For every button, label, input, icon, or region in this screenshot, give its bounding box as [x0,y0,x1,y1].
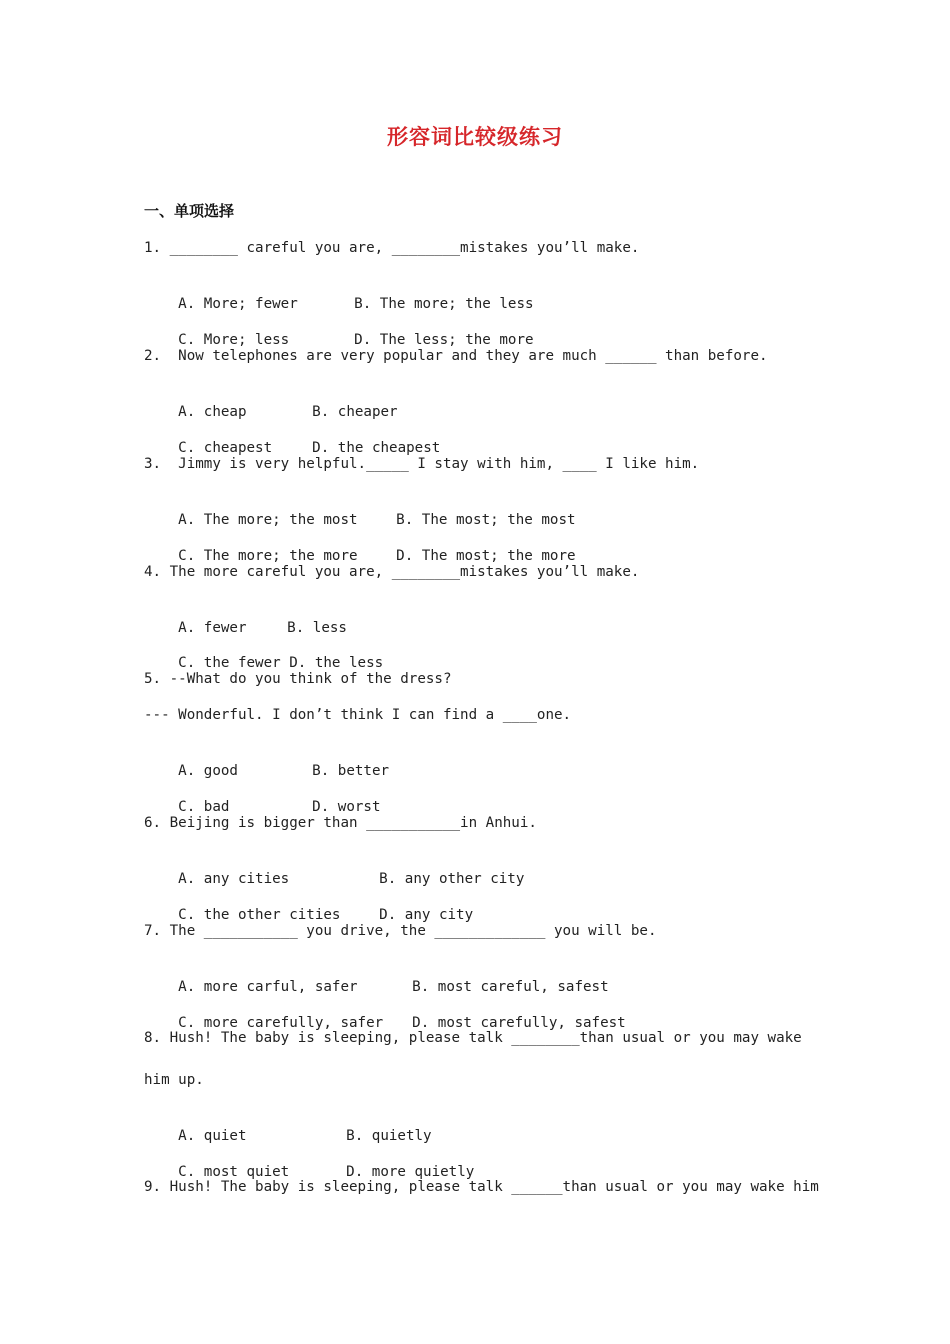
option-a: A. quiet [178,1128,247,1144]
option-d: D. the cheapest [312,440,441,456]
page-title: 形容词比较级练习 [387,125,563,149]
option-d: D. The less; the more [354,332,534,348]
option-c: C. most quiet [178,1164,290,1180]
option-b: B. quietly [346,1128,432,1144]
option-b: B. any other city [379,871,525,887]
option-b: B. The more; the less [354,296,534,312]
option-d: D. most carefully, safest [412,1015,626,1031]
question-4: 4. The more careful you are, ________mistakes you’ll make. [144,564,640,580]
option-a: A. more carful, safer [178,979,358,995]
option-b: B. cheaper [312,404,398,420]
option-b: B. better [312,763,390,779]
option-c: C. cheapest [178,440,273,456]
option-c: C. the other cities [178,907,341,923]
option-c: C. the fewer [178,655,281,671]
option-c: C. The more; the more [178,548,358,564]
question-6: 6. Beijing is bigger than ___________in Anhui. [144,815,537,831]
option-b: B. less [287,620,347,636]
question-1: 1. ________ careful you are, ________mistakes you’ll make. [144,240,640,256]
question-8-line-2: him up. [144,1072,204,1088]
option-a: A. The more; the most [178,512,358,528]
option-d: D. The most; the more [396,548,576,564]
option-a: A. fewer [178,620,247,636]
option-a: A. any cities [178,871,290,887]
question-7: 7. The ___________ you drive, the _____________ you will be. [144,923,657,939]
section-heading: 一、单项选择 [144,202,235,220]
option-c: C. More; less [178,332,290,348]
option-a: A. good [178,763,238,779]
question-8: 8. Hush! The baby is sleeping, please talk ________than usual or you may wake [144,1030,802,1046]
option-c: C. more carefully, safer [178,1015,384,1031]
option-c: C. bad [178,799,230,815]
question-3: 3. Jimmy is very helpful._____ I stay with him, ____ I like him. [144,456,700,472]
question-5: 5. --What do you think of the dress? [144,671,452,687]
question-2: 2. Now telephones are very popular and they are much ______ than before. [144,348,768,364]
option-a: A. cheap [178,404,247,420]
question-5-line-2: --- Wonderful. I don’t think I can find a ____one. [144,707,572,723]
option-d: D. more quietly [346,1164,475,1180]
option-a: A. More; fewer [178,296,298,312]
option-d: D. worst [312,799,381,815]
option-d: D. the less [289,655,384,671]
question-9: 9. Hush! The baby is sleeping, please talk ______than usual or you may wake him [144,1179,819,1195]
option-b: B. The most; the most [396,512,576,528]
option-b: B. most careful, safest [412,979,609,995]
option-d: D. any city [379,907,474,923]
